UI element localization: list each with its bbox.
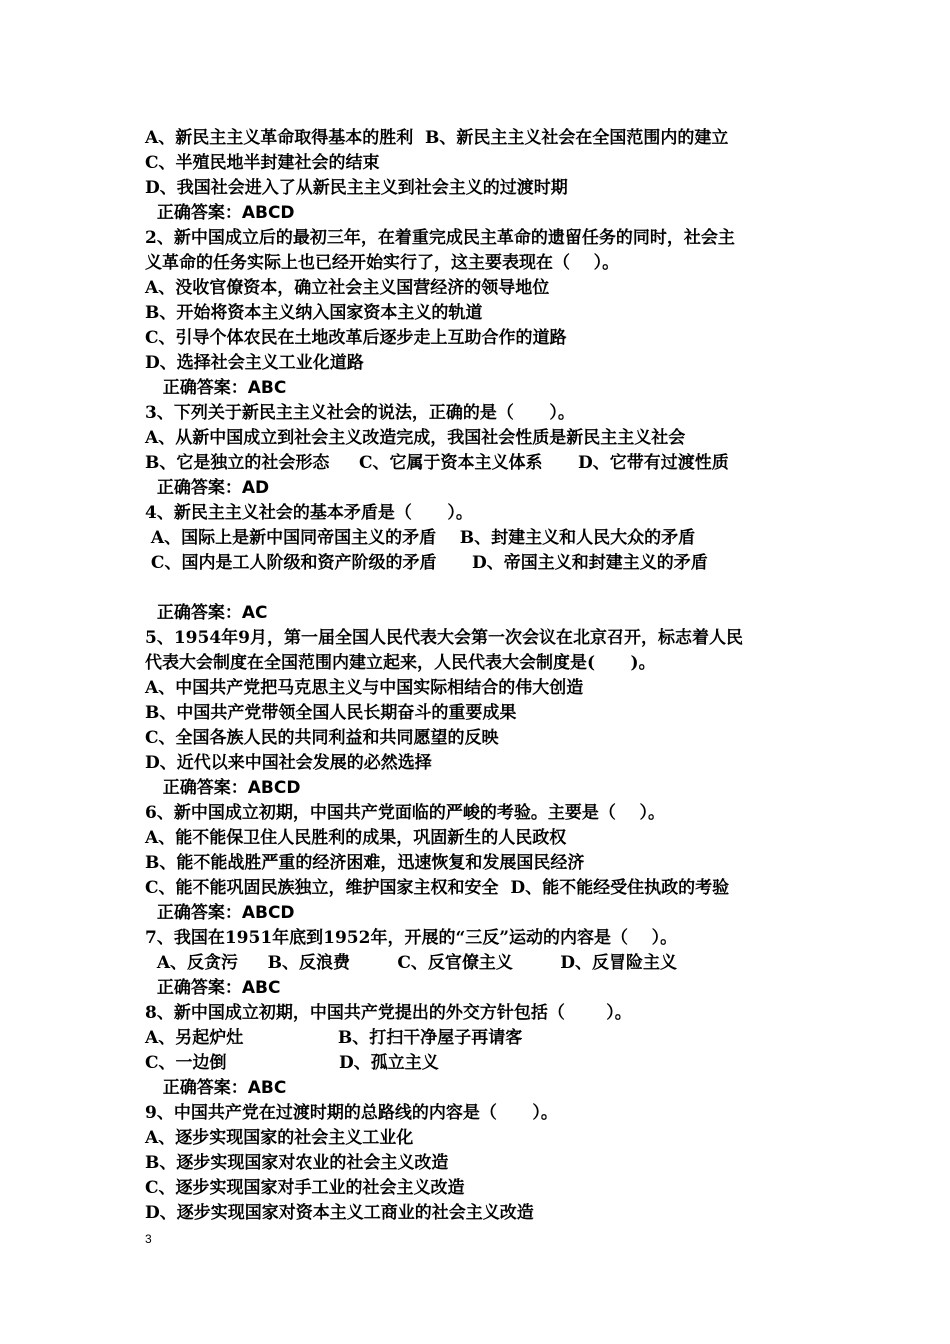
text-line: 6、新中国成立初期，中国共产党面临的严峻的考验。主要是（ ）。 (145, 803, 666, 823)
text-line: D、选择社会主义工业化道路 (145, 353, 364, 373)
answer-line: 正确答案：ABC (145, 978, 281, 998)
text-line: A、反贪污 B、反浪费 C、反官僚主义 D、反冒险主义 (145, 953, 677, 973)
answer-line: 正确答案：ABC (145, 378, 287, 398)
answer-line: 正确答案：AC (145, 603, 268, 623)
text-line: D、我国社会进入了从新民主主义到社会主义的过渡时期 (145, 178, 568, 198)
text-line: 代表大会制度在全国范围内建立起来，人民代表大会制度是( )。 (145, 653, 656, 673)
text-line: B、中国共产党带领全国人民长期奋斗的重要成果 (145, 703, 517, 723)
answer-line: 正确答案：ABCD (145, 903, 295, 923)
text-line: A、新民主主义革命取得基本的胜利 B、新民主主义社会在全国范围内的建立 (145, 128, 729, 148)
text-line: C、一边倒 D、孤立主义 (145, 1053, 439, 1073)
text-line: D、逐步实现国家对资本主义工商业的社会主义改造 (145, 1203, 534, 1223)
text-line: A、没收官僚资本，确立社会主义国营经济的领导地位 (145, 278, 550, 298)
answer-line: 正确答案：ABCD (145, 778, 301, 798)
text-line: D、近代以来中国社会发展的必然选择 (145, 753, 432, 773)
text-line: 9、中国共产党在过渡时期的总路线的内容是（ ）。 (145, 1103, 558, 1123)
answer-line: 正确答案：ABC (145, 1078, 287, 1098)
text-line: B、开始将资本主义纳入国家资本主义的轨道 (145, 303, 483, 323)
text-line: 5、1954年9月，第一届全国人民代表大会第一次会议在北京召开，标志着人民 (145, 628, 743, 648)
text-line: B、它是独立的社会形态 C、它属于资本主义体系 D、它带有过渡性质 (145, 453, 729, 473)
text-line: A、另起炉灶 B、打扫干净屋子再请客 (145, 1028, 523, 1048)
text-line: 3、下列关于新民主主义社会的说法，正确的是（ ）。 (145, 403, 575, 423)
text-line: B、逐步实现国家对农业的社会主义改造 (145, 1153, 449, 1173)
text-line: A、从新中国成立到社会主义改造完成，我国社会性质是新民主主义社会 (145, 428, 686, 448)
text-line: C、全国各族人民的共同利益和共同愿望的反映 (145, 728, 499, 748)
text-line: C、逐步实现国家对手工业的社会主义改造 (145, 1178, 465, 1198)
text-line: 义革命的任务实际上也已经开始实行了，这主要表现在（ ）。 (145, 253, 620, 273)
answer-line: 正确答案：AD (145, 478, 270, 498)
text-line: A、逐步实现国家的社会主义工业化 (145, 1128, 414, 1148)
text-line: A、能不能保卫住人民胜利的成果，巩固新生的人民政权 (145, 828, 567, 848)
text-line: A、中国共产党把马克思主义与中国实际相结合的伟大创造 (145, 678, 584, 698)
text-line: 4、新民主主义社会的基本矛盾是（ ）。 (145, 503, 473, 523)
text-line: B、能不能战胜严重的经济困难，迅速恢复和发展国民经济 (145, 853, 585, 873)
text-line: C、引导个体农民在土地改革后逐步走上互助合作的道路 (145, 328, 567, 348)
text-line: C、半殖民地半封建社会的结束 (145, 153, 380, 173)
text-line: A、国际上是新中国同帝国主义的矛盾 B、封建主义和人民大众的矛盾 (145, 528, 696, 548)
text-line: C、能不能巩固民族独立，维护国家主权和安全 D、能不能经受住执政的考验 (145, 878, 730, 898)
text-line: 2、新中国成立后的最初三年，在着重完成民主革命的遗留任务的同时，社会主 (145, 228, 735, 248)
text-line: 7、我国在1951年底到1952年，开展的“三反”运动的内容是（ ）。 (145, 928, 678, 948)
page-number: 3 (145, 1232, 152, 1246)
text-line: 8、新中国成立初期，中国共产党提出的外交方针包括（ ）。 (145, 1003, 632, 1023)
answer-line: 正确答案：ABCD (145, 203, 295, 223)
text-line: C、国内是工人阶级和资产阶级的矛盾 D、帝国主义和封建主义的矛盾 (145, 553, 708, 573)
